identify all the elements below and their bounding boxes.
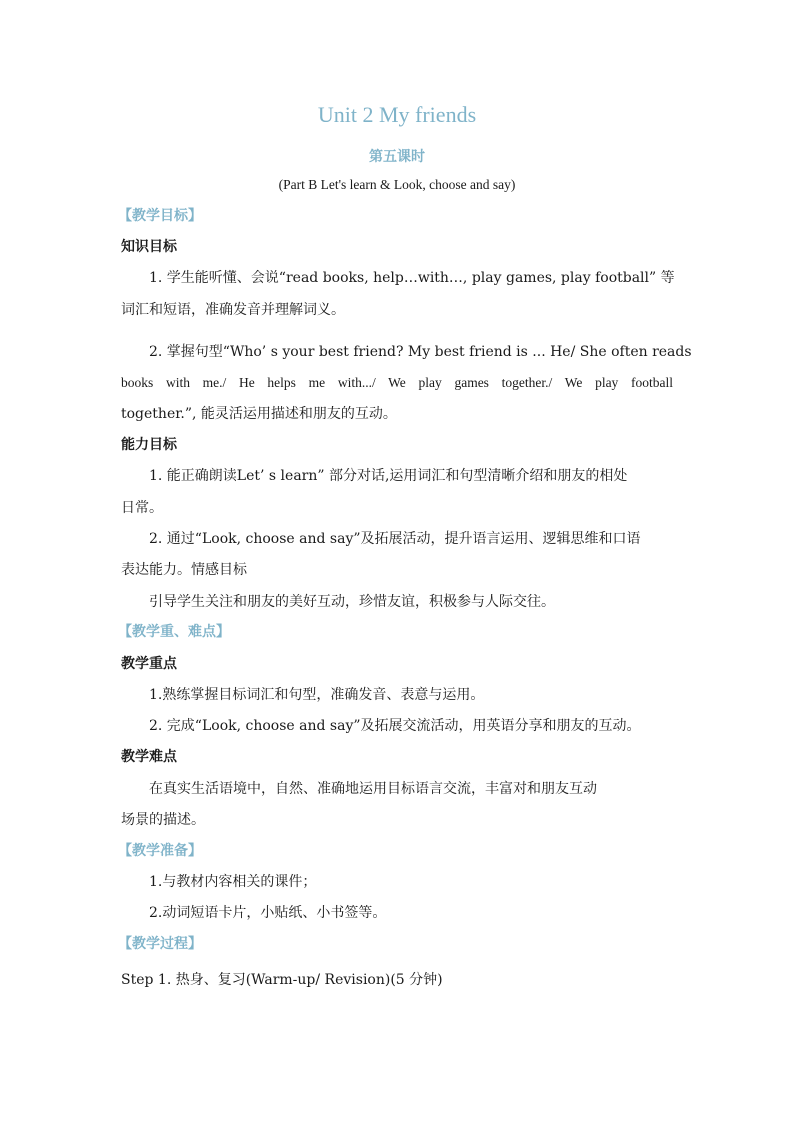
focus-item-1: 1.熟练掌握目标词汇和句型，准确发音、表意与运用。 [149, 687, 485, 703]
focus-heading: 教学重点 [121, 656, 177, 672]
ability-item-1-line-1: 1. 能正确朗读Let’ s learn” 部分对话,运用词汇和句型清晰介绍和朋友的相处 [149, 468, 628, 484]
focus-item-2: 2. 完成“Look, choose and say”及拓展交流活动，用英语分享和朋友的互动。 [149, 718, 641, 734]
ability-item-1-line-2: 日常。 [121, 500, 163, 516]
knowledge-item-1-line-2: 词汇和短语，准确发音并理解词义。 [121, 302, 345, 318]
knowledge-item-1-line-1: 1. 学生能听懂、会说“read books, help…with…, play games, play football” 等 [149, 270, 675, 286]
section-preparation: 【教学准备】 [118, 843, 202, 859]
ability-item-2-line-2: 表达能力。情感目标 [121, 562, 247, 578]
difficulty-line-1: 在真实生活语境中，自然、准确地运用目标语言交流，丰富对和朋友互动 [149, 781, 597, 797]
ability-heading: 能力目标 [121, 437, 177, 453]
knowledge-item-2-line-3: together.”, 能灵活运用描述和朋友的互动。 [121, 406, 397, 422]
knowledge-item-2-line-2: books with me./ He helps me with.../ We play games together./ We play football [121, 375, 673, 390]
ability-item-2-line-1: 2. 通过“Look, choose and say”及拓展活动，提升语言运用、逻辑思维和口语 [149, 531, 641, 547]
section-process: 【教学过程】 [118, 936, 202, 952]
knowledge-heading: 知识目标 [121, 239, 177, 255]
emotion-objective: 引导学生关注和朋友的美好互动，珍惜友谊，积极参与人际交往。 [149, 594, 555, 610]
section-key-points: 【教学重、难点】 [118, 624, 230, 640]
section-objectives: 【教学目标】 [118, 208, 202, 224]
lesson-subtitle: 第五课时 [369, 149, 425, 165]
process-step-1: Step 1. 热身、复习(Warm-up/ Revision)(5 分钟) [121, 972, 443, 988]
lesson-part: (Part B Let's learn & Look, choose and say) [278, 177, 516, 192]
knowledge-item-2-line-1: 2. 掌握句型“Who’ s your best friend? My best friend is ... He/ She often reads [149, 344, 692, 360]
page-title: Unit 2 My friends [317, 102, 477, 127]
preparation-item-1: 1.与教材内容相关的课件； [149, 874, 317, 890]
difficulty-heading: 教学难点 [121, 749, 177, 765]
difficulty-line-2: 场景的描述。 [121, 812, 205, 828]
preparation-item-2: 2.动词短语卡片，小贴纸、小书签等。 [149, 905, 387, 921]
